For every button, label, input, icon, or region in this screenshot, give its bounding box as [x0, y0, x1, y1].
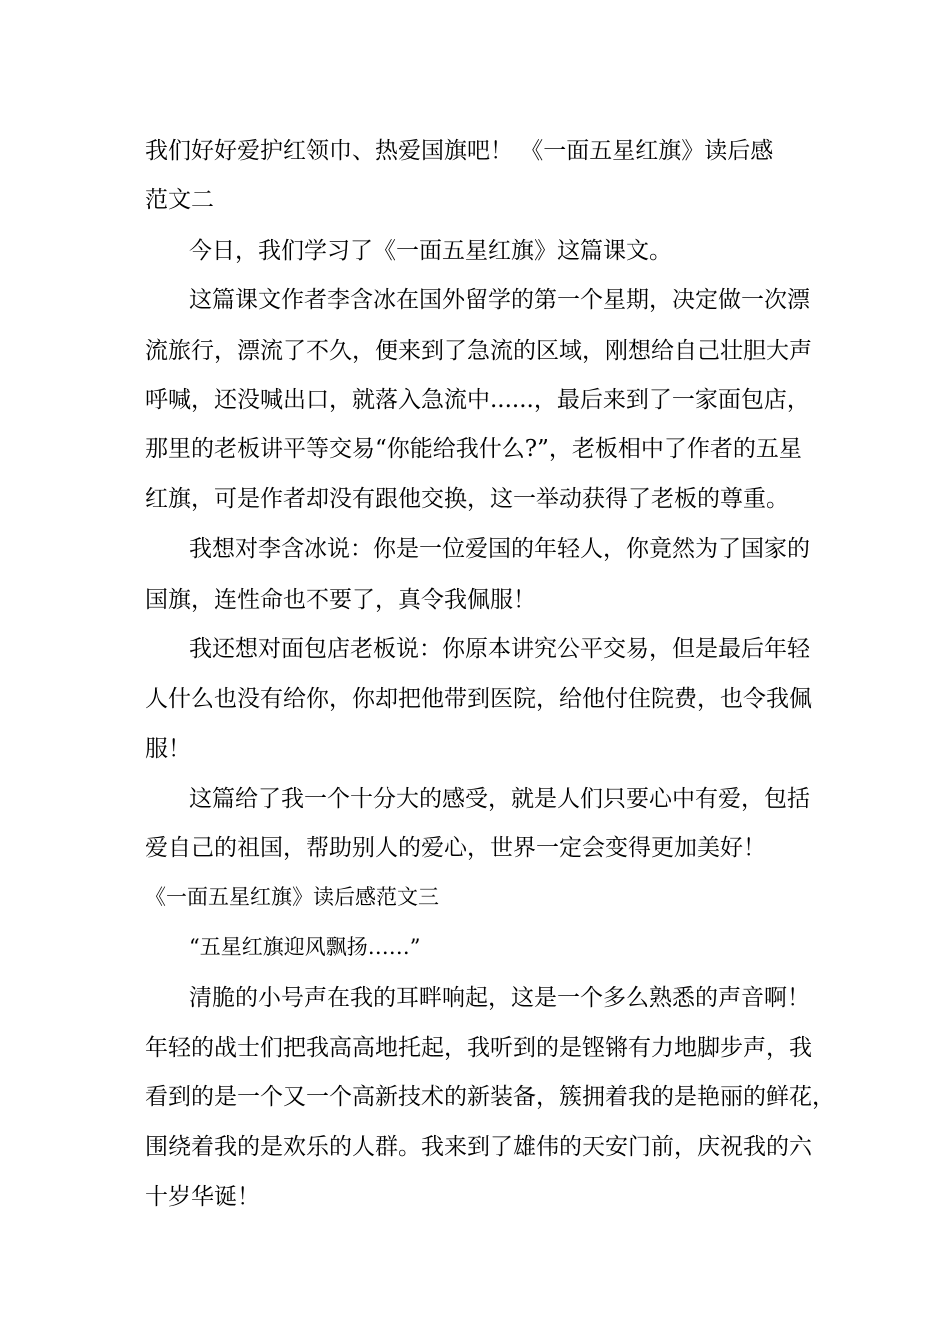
text-line: 年轻的战士们把我高高地托起，我听到的是铿锵有力地脚步声，我 — [145, 1035, 812, 1061]
paragraph-line: 我还想对面包店老板说：你原本讲究公平交易，但是最后年轻 — [189, 636, 810, 662]
paragraph-line: 这篇课文作者李含冰在国外留学的第一个星期，决定做一次漂 — [189, 287, 810, 313]
text-line: 那里的老板讲平等交易“你能给我什么?”，老板相中了作者的五星 — [145, 436, 802, 462]
section-heading: 《一面五星红旗》读后感范文三 — [145, 885, 439, 909]
paragraph-line: 这篇给了我一个十分大的感受，就是人们只要心中有爱，包括 — [189, 786, 810, 812]
paragraph-line: 我想对李含冰说：你是一位爱国的年轻人，你竟然为了国家的 — [189, 536, 810, 562]
paragraph-line: 今日，我们学习了《一面五星红旗》这篇课文。 — [189, 238, 672, 264]
text-line: 流旅行，漂流了不久，便来到了急流的区域，刚想给自己壮胆大声 — [145, 338, 812, 364]
text-line: 范文二 — [145, 187, 214, 213]
text-line: 红旗，可是作者却没有跟他交换，这一举动获得了老板的尊重。 — [145, 486, 789, 512]
text-line: 看到的是一个又一个高新技术的新装备，簇拥着我的是艳丽的鲜花， — [145, 1084, 835, 1110]
text-line: 国旗，连性命也不要了，真令我佩服！ — [145, 587, 536, 613]
text-line: 爱自己的祖国，帮助别人的爱心，世界一定会变得更加美好！ — [145, 835, 766, 861]
text-line: 我们好好爱护红领巾、热爱国旗吧！ 《一面五星红旗》读后感 — [145, 138, 774, 164]
quote-line: “五星红旗迎风飘扬……” — [189, 935, 421, 959]
text-line: 围绕着我的是欢乐的人群。我来到了雄伟的天安门前，庆祝我的六 — [145, 1134, 812, 1160]
paragraph-line: 清脆的小号声在我的耳畔响起，这是一个多么熟悉的声音啊！ — [189, 985, 810, 1011]
text-line: 十岁华诞！ — [145, 1184, 260, 1210]
text-line: 呼喊，还没喊出口，就落入急流中......，最后来到了一家面包店， — [145, 387, 810, 413]
text-line: 人什么也没有给你，你却把他带到医院，给他付住院费，也令我佩 — [145, 686, 812, 712]
text-line: 服！ — [145, 736, 191, 762]
